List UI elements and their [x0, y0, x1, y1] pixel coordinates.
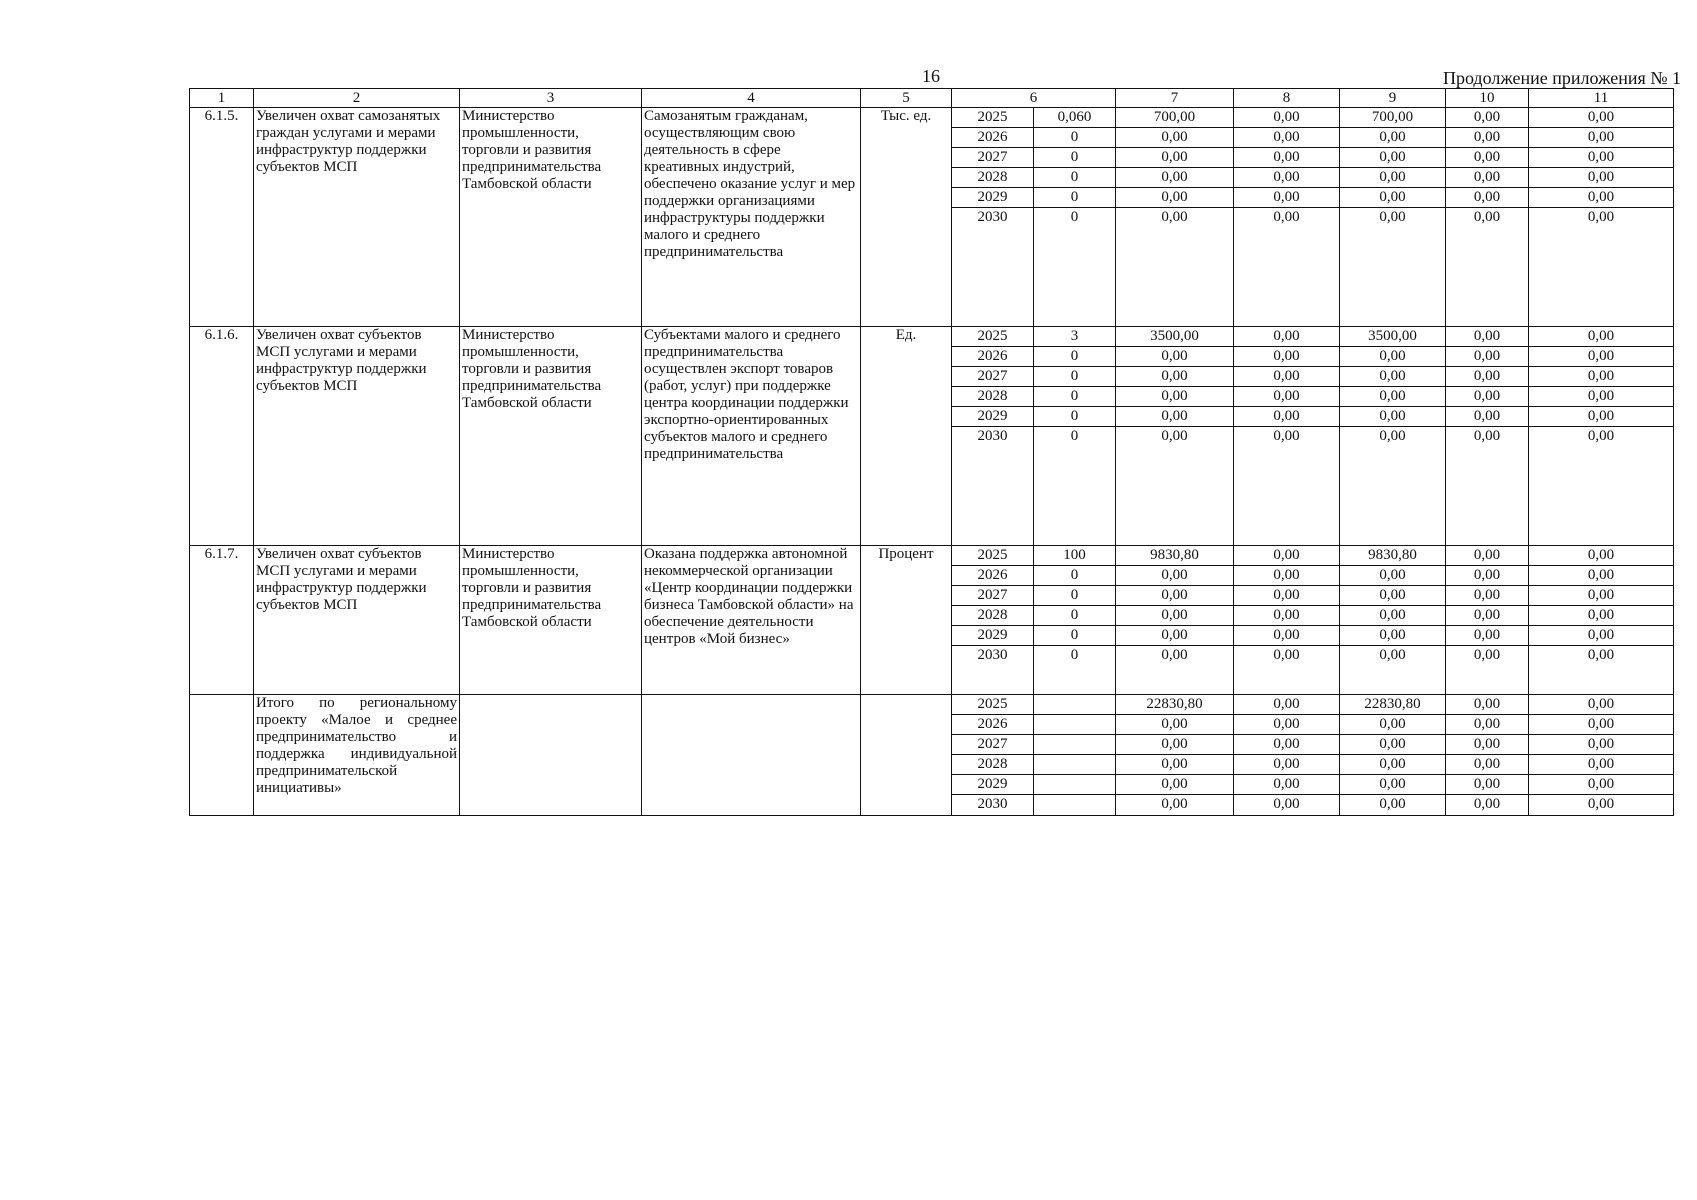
year-cell: 2025	[952, 546, 1034, 566]
indicator-value-cell	[1034, 695, 1116, 715]
local-budget-cell: 0,00	[1446, 626, 1529, 646]
total-cell: 0,00	[1116, 188, 1234, 208]
year-cell: 2029	[952, 188, 1034, 208]
regional-budget-cell: 0,00	[1340, 208, 1446, 327]
year-cell: 2027	[952, 735, 1034, 755]
total-cell: 0,00	[1116, 586, 1234, 606]
federal-budget-cell: 0,00	[1234, 347, 1340, 367]
extrabudgetary-cell: 0,00	[1529, 586, 1674, 606]
indicator-value-cell: 0	[1034, 208, 1116, 327]
section-unit: Тыс. ед.	[861, 108, 952, 327]
extrabudgetary-cell: 0,00	[1529, 695, 1674, 715]
regional-budget-cell: 0,00	[1340, 367, 1446, 387]
federal-budget-cell: 0,00	[1234, 108, 1340, 128]
section-unit	[861, 695, 952, 816]
federal-budget-cell: 0,00	[1234, 606, 1340, 626]
federal-budget-cell: 0,00	[1234, 327, 1340, 347]
regional-budget-cell: 0,00	[1340, 128, 1446, 148]
section-executor	[460, 695, 642, 816]
total-cell: 0,00	[1116, 715, 1234, 735]
regional-budget-cell: 0,00	[1340, 586, 1446, 606]
section-description: Самозанятым гражданам, осуществляющим свою деятельность в сфере креативных индустрий, обеспечено оказание услуг и мер поддержки организациями инфраструктуры поддержки малого и среднего предпринимательства	[642, 108, 861, 327]
extrabudgetary-cell: 0,00	[1529, 108, 1674, 128]
section-result: Увеличен охват самозанятых граждан услугами и мерами инфраструктур поддержки субъектов МСП	[254, 108, 460, 327]
regional-budget-cell: 0,00	[1340, 775, 1446, 795]
indicator-value-cell: 0	[1034, 606, 1116, 626]
extrabudgetary-cell: 0,00	[1529, 795, 1674, 816]
table-row	[190, 327, 1674, 347]
year-cell: 2029	[952, 775, 1034, 795]
federal-budget-cell: 0,00	[1234, 695, 1340, 715]
column-number: 9	[1340, 89, 1446, 108]
total-cell: 0,00	[1116, 427, 1234, 546]
regional-budget-cell: 0,00	[1340, 168, 1446, 188]
extrabudgetary-cell: 0,00	[1529, 387, 1674, 407]
column-number: 3	[460, 89, 642, 108]
local-budget-cell: 0,00	[1446, 606, 1529, 626]
year-cell: 2030	[952, 646, 1034, 695]
regional-budget-cell: 0,00	[1340, 347, 1446, 367]
year-cell: 2027	[952, 148, 1034, 168]
extrabudgetary-cell: 0,00	[1529, 646, 1674, 695]
total-cell: 0,00	[1116, 407, 1234, 427]
local-budget-cell: 0,00	[1446, 735, 1529, 755]
extrabudgetary-cell: 0,00	[1529, 626, 1674, 646]
year-cell: 2025	[952, 108, 1034, 128]
total-cell: 0,00	[1116, 795, 1234, 816]
regional-budget-cell: 700,00	[1340, 108, 1446, 128]
section-result: Увеличен охват субъектов МСП услугами и мерами инфраструктур поддержки субъектов МСП	[254, 327, 460, 546]
total-cell: 0,00	[1116, 735, 1234, 755]
column-number: 1	[190, 89, 254, 108]
extrabudgetary-cell: 0,00	[1529, 755, 1674, 775]
indicator-value-cell: 0	[1034, 626, 1116, 646]
year-cell: 2026	[952, 347, 1034, 367]
regional-budget-cell: 0,00	[1340, 715, 1446, 735]
local-budget-cell: 0,00	[1446, 128, 1529, 148]
federal-budget-cell: 0,00	[1234, 546, 1340, 566]
regional-budget-cell: 9830,80	[1340, 546, 1446, 566]
federal-budget-cell: 0,00	[1234, 427, 1340, 546]
year-cell: 2028	[952, 606, 1034, 626]
regional-budget-cell: 22830,80	[1340, 695, 1446, 715]
local-budget-cell: 0,00	[1446, 586, 1529, 606]
local-budget-cell: 0,00	[1446, 208, 1529, 327]
local-budget-cell: 0,00	[1446, 148, 1529, 168]
local-budget-cell: 0,00	[1446, 347, 1529, 367]
year-cell: 2028	[952, 755, 1034, 775]
table-row	[190, 108, 1674, 128]
extrabudgetary-cell: 0,00	[1529, 566, 1674, 586]
section-executor: Министерство промышленности, торговли и развития предпринимательства Тамбовской области	[460, 546, 642, 695]
federal-budget-cell: 0,00	[1234, 387, 1340, 407]
local-budget-cell: 0,00	[1446, 168, 1529, 188]
indicator-value-cell: 0	[1034, 188, 1116, 208]
indicator-value-cell	[1034, 735, 1116, 755]
column-number: 5	[861, 89, 952, 108]
section-result: Итого по региональному проекту «Малое и среднее предпринимательство и поддержка индивидуальной предпринимательской инициативы»	[254, 695, 460, 816]
year-cell: 2028	[952, 168, 1034, 188]
section-executor: Министерство промышленности, торговли и развития предпринимательства Тамбовской области	[460, 327, 642, 546]
indicator-value-cell: 0	[1034, 407, 1116, 427]
local-budget-cell: 0,00	[1446, 188, 1529, 208]
year-cell: 2026	[952, 566, 1034, 586]
total-cell: 0,00	[1116, 208, 1234, 327]
column-number: 8	[1234, 89, 1340, 108]
local-budget-cell: 0,00	[1446, 566, 1529, 586]
section-code: 6.1.7.	[190, 546, 254, 695]
year-cell: 2029	[952, 407, 1034, 427]
year-cell: 2029	[952, 626, 1034, 646]
federal-budget-cell: 0,00	[1234, 208, 1340, 327]
extrabudgetary-cell: 0,00	[1529, 427, 1674, 546]
total-cell: 0,00	[1116, 775, 1234, 795]
federal-budget-cell: 0,00	[1234, 586, 1340, 606]
total-cell: 0,00	[1116, 347, 1234, 367]
regional-budget-cell: 0,00	[1340, 755, 1446, 775]
indicator-value-cell: 0	[1034, 387, 1116, 407]
indicator-value-cell: 100	[1034, 546, 1116, 566]
indicator-value-cell: 0	[1034, 646, 1116, 695]
regional-budget-cell: 0,00	[1340, 626, 1446, 646]
local-budget-cell: 0,00	[1446, 695, 1529, 715]
extrabudgetary-cell: 0,00	[1529, 168, 1674, 188]
column-number: 6	[952, 89, 1116, 108]
year-cell: 2026	[952, 128, 1034, 148]
extrabudgetary-cell: 0,00	[1529, 208, 1674, 327]
extrabudgetary-cell: 0,00	[1529, 407, 1674, 427]
total-cell: 9830,80	[1116, 546, 1234, 566]
regional-budget-cell: 0,00	[1340, 148, 1446, 168]
column-number: 10	[1446, 89, 1529, 108]
federal-budget-cell: 0,00	[1234, 715, 1340, 735]
indicator-value-cell: 0	[1034, 367, 1116, 387]
total-cell: 0,00	[1116, 646, 1234, 695]
total-cell: 0,00	[1116, 626, 1234, 646]
section-description	[642, 695, 861, 816]
extrabudgetary-cell: 0,00	[1529, 327, 1674, 347]
total-cell: 22830,80	[1116, 695, 1234, 715]
extrabudgetary-cell: 0,00	[1529, 546, 1674, 566]
local-budget-cell: 0,00	[1446, 646, 1529, 695]
indicator-value-cell	[1034, 755, 1116, 775]
column-number-row	[190, 89, 1674, 108]
federal-budget-cell: 0,00	[1234, 795, 1340, 816]
indicator-value-cell	[1034, 715, 1116, 735]
column-number: 4	[642, 89, 861, 108]
extrabudgetary-cell: 0,00	[1529, 735, 1674, 755]
local-budget-cell: 0,00	[1446, 775, 1529, 795]
federal-budget-cell: 0,00	[1234, 367, 1340, 387]
federal-budget-cell: 0,00	[1234, 168, 1340, 188]
federal-budget-cell: 0,00	[1234, 755, 1340, 775]
local-budget-cell: 0,00	[1446, 427, 1529, 546]
section-result: Увеличен охват субъектов МСП услугами и мерами инфраструктур поддержки субъектов МСП	[254, 546, 460, 695]
table-row	[190, 546, 1674, 566]
indicator-value-cell: 0	[1034, 566, 1116, 586]
extrabudgetary-cell: 0,00	[1529, 347, 1674, 367]
local-budget-cell: 0,00	[1446, 387, 1529, 407]
column-number: 2	[254, 89, 460, 108]
federal-budget-cell: 0,00	[1234, 735, 1340, 755]
total-cell: 3500,00	[1116, 327, 1234, 347]
regional-budget-cell: 0,00	[1340, 387, 1446, 407]
year-cell: 2030	[952, 795, 1034, 816]
section-unit: Процент	[861, 546, 952, 695]
total-cell: 0,00	[1116, 755, 1234, 775]
indicator-value-cell: 0	[1034, 586, 1116, 606]
extrabudgetary-cell: 0,00	[1529, 367, 1674, 387]
local-budget-cell: 0,00	[1446, 407, 1529, 427]
indicator-value-cell	[1034, 775, 1116, 795]
regional-budget-cell: 0,00	[1340, 427, 1446, 546]
indicator-value-cell: 3	[1034, 327, 1116, 347]
total-cell: 700,00	[1116, 108, 1234, 128]
continuation-caption: Продолжение приложения № 1	[1442, 68, 1681, 88]
total-cell: 0,00	[1116, 367, 1234, 387]
total-cell: 0,00	[1116, 148, 1234, 168]
extrabudgetary-cell: 0,00	[1529, 715, 1674, 735]
section-unit: Ед.	[861, 327, 952, 546]
program-table	[189, 88, 1674, 816]
local-budget-cell: 0,00	[1446, 715, 1529, 735]
local-budget-cell: 0,00	[1446, 546, 1529, 566]
indicator-value-cell: 0	[1034, 427, 1116, 546]
federal-budget-cell: 0,00	[1234, 188, 1340, 208]
indicator-value-cell: 0	[1034, 148, 1116, 168]
year-cell: 2025	[952, 327, 1034, 347]
total-cell: 0,00	[1116, 566, 1234, 586]
section-description: Субъектами малого и среднего предпринимательства осуществлен экспорт товаров (работ, услуг) при поддержке центра координации поддержки экспортно-ориентированных субъектов малого и среднего предпринимательства	[642, 327, 861, 546]
year-cell: 2030	[952, 427, 1034, 546]
indicator-value-cell	[1034, 795, 1116, 816]
regional-budget-cell: 0,00	[1340, 646, 1446, 695]
federal-budget-cell: 0,00	[1234, 128, 1340, 148]
extrabudgetary-cell: 0,00	[1529, 606, 1674, 626]
year-cell: 2030	[952, 208, 1034, 327]
column-number: 7	[1116, 89, 1234, 108]
local-budget-cell: 0,00	[1446, 108, 1529, 128]
indicator-value-cell: 0	[1034, 168, 1116, 188]
federal-budget-cell: 0,00	[1234, 626, 1340, 646]
total-cell: 0,00	[1116, 387, 1234, 407]
federal-budget-cell: 0,00	[1234, 148, 1340, 168]
table-row	[190, 695, 1674, 715]
extrabudgetary-cell: 0,00	[1529, 188, 1674, 208]
local-budget-cell: 0,00	[1446, 795, 1529, 816]
regional-budget-cell: 0,00	[1340, 407, 1446, 427]
year-cell: 2027	[952, 367, 1034, 387]
total-cell: 0,00	[1116, 128, 1234, 148]
regional-budget-cell: 0,00	[1340, 606, 1446, 626]
section-description: Оказана поддержка автономной некоммерческой организации «Центр координации поддержки бизнеса Тамбовской области» на обеспечение деятельности центров «Мой бизнес»	[642, 546, 861, 695]
section-code	[190, 695, 254, 816]
total-cell: 0,00	[1116, 168, 1234, 188]
regional-budget-cell: 0,00	[1340, 735, 1446, 755]
year-cell: 2026	[952, 715, 1034, 735]
total-cell: 0,00	[1116, 606, 1234, 626]
extrabudgetary-cell: 0,00	[1529, 775, 1674, 795]
regional-budget-cell: 0,00	[1340, 188, 1446, 208]
federal-budget-cell: 0,00	[1234, 407, 1340, 427]
local-budget-cell: 0,00	[1446, 367, 1529, 387]
federal-budget-cell: 0,00	[1234, 566, 1340, 586]
section-code: 6.1.6.	[190, 327, 254, 546]
extrabudgetary-cell: 0,00	[1529, 148, 1674, 168]
year-cell: 2028	[952, 387, 1034, 407]
indicator-value-cell: 0,060	[1034, 108, 1116, 128]
year-cell: 2027	[952, 586, 1034, 606]
federal-budget-cell: 0,00	[1234, 646, 1340, 695]
year-cell: 2025	[952, 695, 1034, 715]
regional-budget-cell: 0,00	[1340, 795, 1446, 816]
federal-budget-cell: 0,00	[1234, 775, 1340, 795]
extrabudgetary-cell: 0,00	[1529, 128, 1674, 148]
indicator-value-cell: 0	[1034, 347, 1116, 367]
local-budget-cell: 0,00	[1446, 755, 1529, 775]
section-executor: Министерство промышленности, торговли и развития предпринимательства Тамбовской области	[460, 108, 642, 327]
regional-budget-cell: 0,00	[1340, 566, 1446, 586]
section-code: 6.1.5.	[190, 108, 254, 327]
column-number: 11	[1529, 89, 1674, 108]
indicator-value-cell: 0	[1034, 128, 1116, 148]
page-number: 16	[922, 66, 940, 86]
regional-budget-cell: 3500,00	[1340, 327, 1446, 347]
local-budget-cell: 0,00	[1446, 327, 1529, 347]
